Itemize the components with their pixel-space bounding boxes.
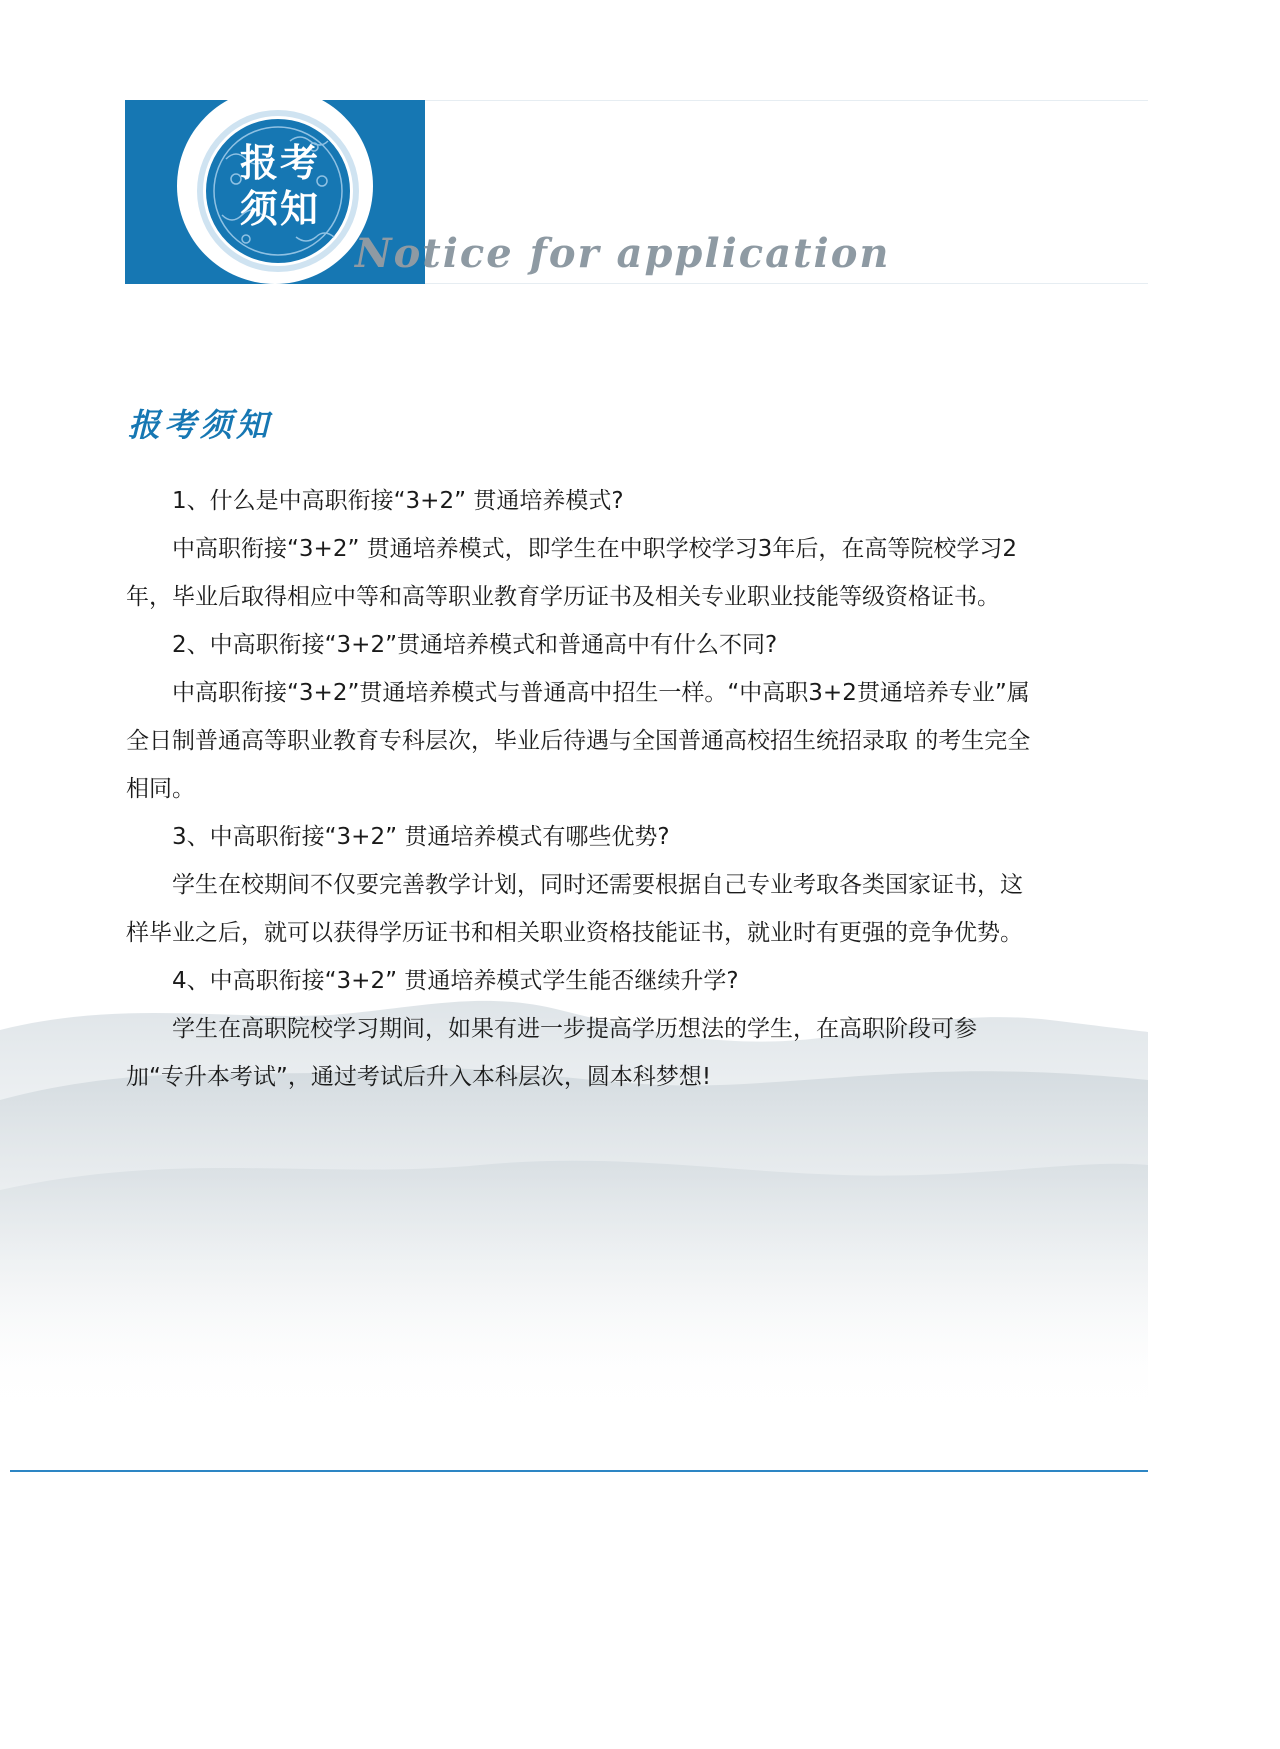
question-1: 1、什么是中高职衔接“3+2” 贯通培养模式? — [172, 488, 624, 514]
header-banner — [125, 100, 1148, 284]
banner-title — [225, 140, 335, 232]
question-3: 3、中高职衔接“3+2” 贯通培养模式有哪些优势? — [172, 824, 670, 850]
banner-title-line1: 报考 — [239, 140, 320, 185]
banner-top-rule — [305, 100, 1148, 101]
banner-subtitle: Notice for application — [355, 230, 891, 277]
section-heading: 报考须知 — [128, 406, 273, 444]
question-2: 2、中高职衔接“3+2”贯通培养模式和普通高中有什么不同? — [172, 632, 778, 658]
answer-3: 学生在校期间不仅要完善教学计划，同时还需要根据自己专业考取各类国家证书，这样毕业之后，就可以获得学历证书和相关职业资格技能证书，就业时有更强的竞争优势。 — [126, 872, 1023, 946]
footer-rule — [10, 1470, 1148, 1472]
answer-4: 学生在高职院校学习期间，如果有进一步提高学历想法的学生，在高职阶段可参加“专升本考试”，通过考试后升入本科层次，圆本科梦想! — [126, 1016, 977, 1090]
banner-bottom-rule — [305, 283, 1148, 284]
banner-title-line2: 须知 — [239, 186, 320, 231]
answer-1: 中高职衔接“3+2” 贯通培养模式，即学生在中职学校学习3年后，在高等院校学习2年，毕业后取得相应中等和高等职业教育学历证书及相关专业职业技能等级资格证书。 — [126, 536, 1017, 610]
answer-2: 中高职衔接“3+2”贯通培养模式与普通高中招生一样。“中高职3+2贯通培养专业”属全日制普通高等职业教育专科层次，毕业后待遇与全国普通高校招生统招录取 的考生完全相同。 — [126, 680, 1031, 802]
notice-content — [126, 477, 1031, 1101]
question-4: 4、中高职衔接“3+2” 贯通培养模式学生能否继续升学? — [172, 968, 739, 994]
